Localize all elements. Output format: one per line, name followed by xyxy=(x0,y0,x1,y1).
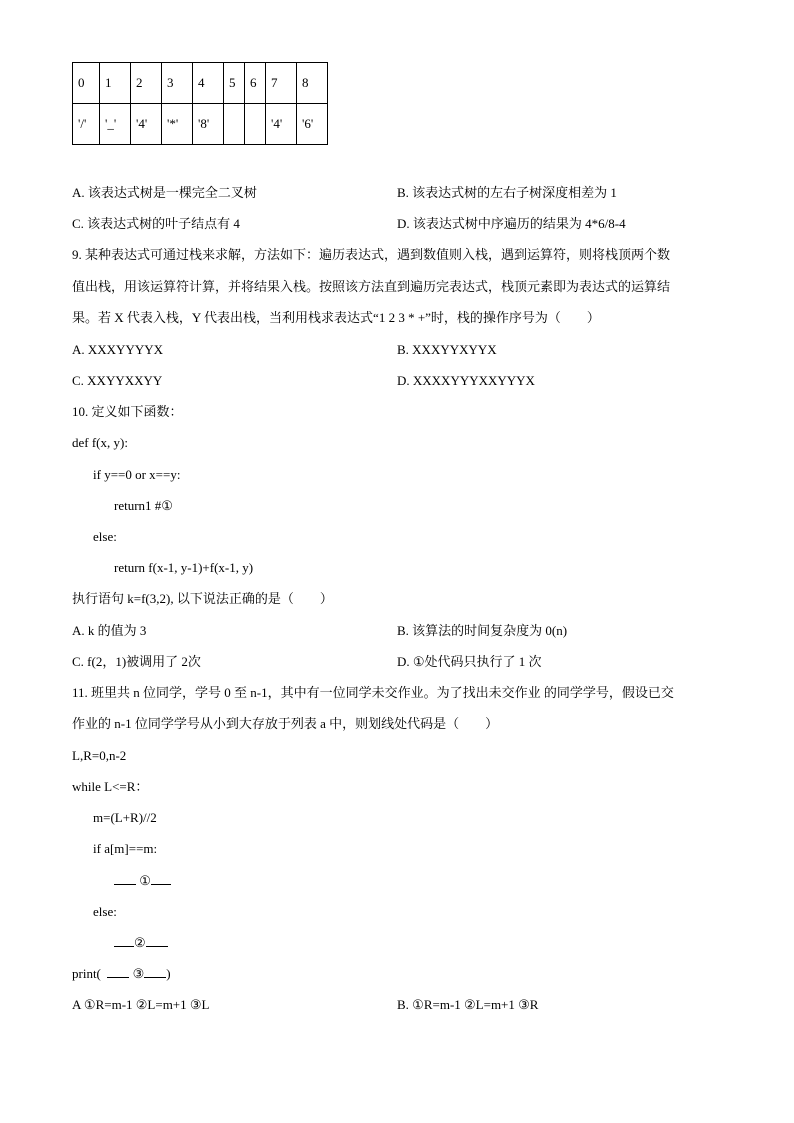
q11-option-b: B. ①R=m-1 ②L=m+1 ③R xyxy=(397,997,539,1012)
index-cell: 8 xyxy=(297,63,328,104)
q8-option-d: D. 该表达式树中序遍历的结果为 4*6/8-4 xyxy=(397,216,626,231)
q10-stem: 执行语句 k=f(3,2), 以下说法正确的是（ ） xyxy=(72,591,333,606)
q9-stem-line: 9. 某种表达式可通过栈来求解，方法如下：遍历表达式，遇到数值则入栈，遇到运算符，则将栈顶两个数 xyxy=(72,247,671,262)
q10-code-line: else: xyxy=(93,529,117,544)
print-prefix: print( xyxy=(72,966,101,981)
q11-blank-2 xyxy=(114,935,168,951)
q9-option-a: A. XXXYYYYX xyxy=(72,342,163,357)
q9-stem-line: 值出栈，用该运算符计算，并将结果入栈。按照该方法直到遍历完表达式，栈顶元素即为表达式的运算结 xyxy=(72,279,671,294)
q10-code-line: def f(x, y): xyxy=(72,435,128,450)
index-cell: 1 xyxy=(100,63,131,104)
q10-intro: 10. 定义如下函数： xyxy=(72,404,183,419)
index-cell: 3 xyxy=(162,63,193,104)
q10-code-line: return1 #① xyxy=(114,498,173,513)
blank-marker: ① xyxy=(139,873,151,888)
q11-code-line: m=(L+R)//2 xyxy=(93,810,157,825)
value-row xyxy=(73,104,328,145)
q11-code-line: else: xyxy=(93,904,117,919)
index-cell: 2 xyxy=(131,63,162,104)
q8-option-b: B. 该表达式树的左右子树深度相差为 1 xyxy=(397,185,617,200)
q11-stem-line: 作业的 n-1 位同学学号从小到大存放于列表 a 中，则划线处代码是（ ） xyxy=(72,716,499,731)
q10-code-line: return f(x-1, y-1)+f(x-1, y) xyxy=(114,560,254,575)
index-cell: 5 xyxy=(224,63,245,104)
value-cell: '*' xyxy=(162,104,193,145)
blank-marker: ② xyxy=(134,935,146,950)
blank-marker: ③ xyxy=(132,966,145,981)
q8-option-c: C. 该表达式树的叶子结点有 4 xyxy=(72,216,240,231)
q8-option-a: A. 该表达式树是一棵完全二叉树 xyxy=(72,185,257,200)
print-suffix: ) xyxy=(166,966,171,981)
value-cell: '/' xyxy=(73,104,100,145)
q10-option-d: D. ①处代码只执行了 1 次 xyxy=(397,654,542,669)
q11-code-line: if a[m]==m: xyxy=(93,841,158,856)
q10-option-c: C. f(2，1)被调用了 2次 xyxy=(72,654,201,669)
value-cell: '8' xyxy=(193,104,224,145)
index-cell: 4 xyxy=(193,63,224,104)
value-cell xyxy=(224,104,245,145)
q10-option-a: A. k 的值为 3 xyxy=(72,623,147,638)
q11-code-line: while L<=R： xyxy=(72,779,149,794)
q11-blank-1 xyxy=(114,873,171,889)
q9-option-d: D. XXXXYYYXXYYYX xyxy=(397,373,535,388)
q9-stem-line: 果。若 X 代表入栈，Y 代表出栈，当利用栈求表达式“1 2 3 * +”时，栈的操作序号为（ ） xyxy=(72,310,600,325)
index-cell: 6 xyxy=(245,63,266,104)
q9-option-c: C. XXYYXXYY xyxy=(72,373,163,388)
q10-option-b: B. 该算法的时间复杂度为 0(n) xyxy=(397,623,568,638)
index-cell: 7 xyxy=(266,63,297,104)
q11-code-line: L,R=0,n-2 xyxy=(72,748,127,763)
q9-option-b: B. XXXYYXYYX xyxy=(397,342,497,357)
value-cell: '6' xyxy=(297,104,328,145)
q11-option-a: A ①R=m-1 ②L=m+1 ③L xyxy=(72,997,210,1012)
value-cell: '4' xyxy=(131,104,162,145)
value-cell: '_' xyxy=(100,104,131,145)
q11-print-line xyxy=(72,966,171,982)
index-row xyxy=(73,63,328,104)
index-cell: 0 xyxy=(73,63,100,104)
array-table xyxy=(72,62,328,145)
q11-stem-line: 11. 班里共 n 位同学，学号 0 至 n-1，其中有一位同学未交作业。为了找出未交作业 的同学学号，假设已交 xyxy=(72,685,674,700)
q10-code-line: if y==0 or x==y: xyxy=(93,467,181,482)
value-cell: '4' xyxy=(266,104,297,145)
value-cell xyxy=(245,104,266,145)
